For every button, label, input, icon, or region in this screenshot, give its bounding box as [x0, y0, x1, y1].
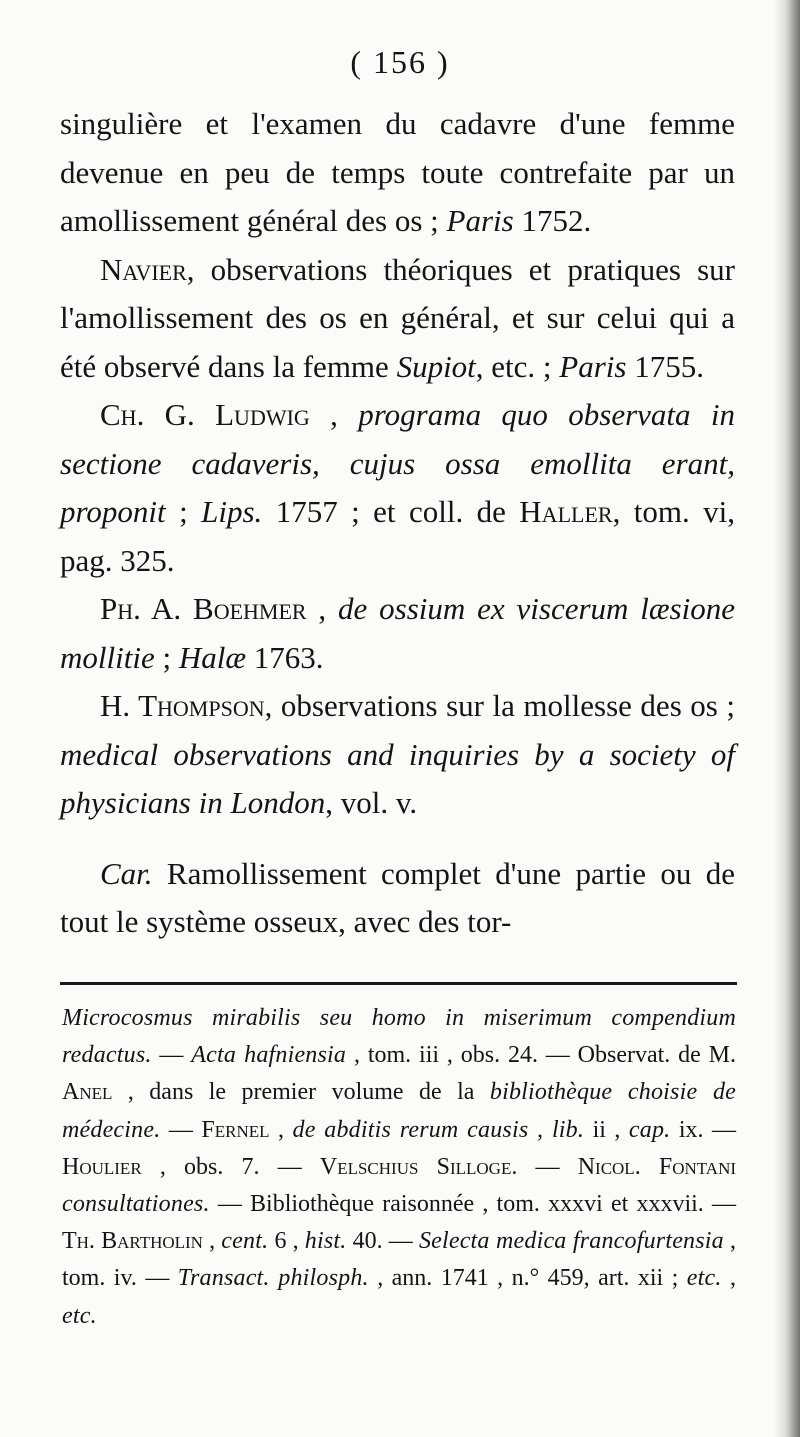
work-title: bibliothèque choisie de médecine.	[62, 1079, 736, 1143]
entry-text: , observations sur la mollesse des os ;	[264, 688, 735, 723]
footnote-text: , obs. 7. —	[141, 1153, 320, 1180]
work-title: Microcosmus mirabilis seu homo in miserimum compendium redactus.	[62, 1005, 736, 1069]
year: 1755.	[626, 348, 704, 384]
author-name: Haller	[519, 494, 613, 529]
separator: ,	[202, 1228, 222, 1255]
author-name: Th. Bartholin	[62, 1228, 203, 1255]
footnote-text: ix. —	[670, 1116, 736, 1143]
author-name: Velschius Silloge.	[319, 1153, 518, 1180]
city-name: Halæ	[178, 639, 247, 675]
author-name: Anel	[62, 1079, 113, 1106]
footnote-text: — Bibliothèque raisonnée , tom. xxxvi et xxxvii. —	[209, 1191, 736, 1218]
year: 1763.	[246, 639, 324, 675]
author-name: H. Thompson	[100, 688, 265, 723]
entry-text: , observations théoriques et pratiques sur l'amollissement des os en général, et sur celui qui a été observé dans la femme	[60, 251, 735, 384]
abbreviation: cent.	[221, 1228, 269, 1255]
author-name: Ch. G. Ludwig	[100, 397, 310, 432]
author-name: Nicol. Fontani	[577, 1153, 737, 1180]
footnote-text: , tom. iv. —	[62, 1228, 737, 1292]
footnote-text: ii ,	[584, 1116, 629, 1143]
entry-navier	[60, 246, 735, 392]
separator: —	[151, 1042, 192, 1069]
entry-text: , etc. ;	[475, 348, 560, 384]
abbreviation: etc.	[62, 1302, 97, 1329]
work-title: programa quo observata in sectione cadaveris, cujus ossa emollita erant, proponit	[60, 397, 735, 529]
main-text	[60, 100, 735, 947]
footnote-rule	[60, 982, 737, 985]
separator: ;	[165, 494, 202, 529]
separator: ,	[721, 1265, 737, 1292]
author-name: Houlier	[62, 1153, 142, 1180]
footnote-text: , ann. 1741 , n.° 459, art. xii ;	[368, 1265, 687, 1292]
entry-text: , tom. vi, pag. 325.	[60, 494, 735, 578]
author-name: Ph. A. Boehmer	[100, 591, 307, 626]
work-title: cap.	[628, 1116, 671, 1143]
work-title: consultationes.	[62, 1191, 210, 1218]
text-line: singulière et l'examen du cadavre d'une femme	[60, 106, 735, 141]
paragraph-continued	[60, 100, 735, 246]
footnote-text: , tom. iii , obs. 24. — Observat. de M.	[346, 1042, 737, 1069]
year: 1752.	[513, 203, 592, 238]
separator: ,	[309, 397, 359, 432]
page-number: ( 156 )	[350, 44, 450, 80]
author-name: Navier	[100, 251, 187, 287]
footnote-text: , dans le premier volume de la	[112, 1079, 490, 1106]
city-name: Paris	[559, 348, 627, 384]
separator: ,	[269, 1116, 293, 1143]
city-name: Paris	[446, 203, 514, 238]
text-line: un amollissement général des os ;	[60, 154, 736, 238]
city-name: Lips.	[201, 494, 263, 529]
abbreviation: hist.	[304, 1228, 347, 1255]
footnote-text: 40. —	[346, 1228, 419, 1255]
separator: ;	[154, 639, 179, 675]
section-label: Car.	[100, 855, 153, 891]
work-title: Selecta medica francofurtensia	[418, 1228, 724, 1255]
entry-ludwig	[60, 391, 735, 585]
footnote	[62, 1000, 736, 1335]
work-title: Transact. philosph.	[177, 1265, 369, 1292]
work-title: Acta hafniensia	[191, 1042, 347, 1069]
separator: —	[160, 1116, 202, 1143]
author-name: Fernel	[201, 1116, 270, 1143]
entry-boehmer	[60, 585, 735, 682]
abbreviation: etc.	[686, 1265, 722, 1292]
work-title: medical observations and inquiries by a society of physicians in London	[60, 736, 735, 820]
entry-thompson	[60, 682, 735, 828]
person-name: Supiot	[396, 348, 476, 384]
entry-text: Ramollissement complet d'une partie ou de tout le système osseux, avec des tor-	[60, 855, 735, 939]
text-line: devenue en peu de temps toute contrefaite par	[60, 154, 688, 190]
footnote-text: 6 ,	[268, 1228, 305, 1255]
entry-text: 1757 ; et coll. de	[262, 494, 520, 529]
work-title: de abditis rerum causis , lib.	[292, 1116, 585, 1143]
work-title: de ossium ex viscerum læsione mollitie	[60, 591, 735, 675]
page-edge-shadow	[774, 0, 800, 1437]
separator: ,	[306, 591, 339, 626]
separator: —	[517, 1153, 578, 1180]
entry-text: , vol. v.	[325, 785, 418, 820]
paragraph-car	[60, 850, 735, 947]
